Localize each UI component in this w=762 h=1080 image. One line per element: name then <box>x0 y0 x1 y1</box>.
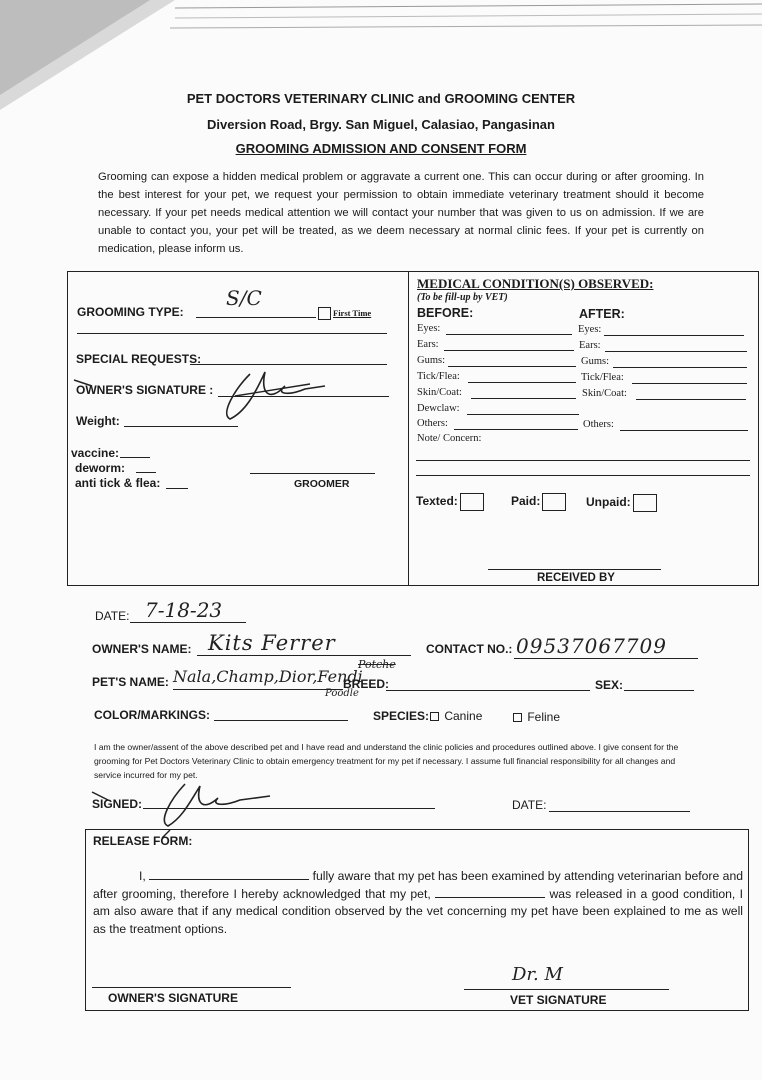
received-by-line <box>488 569 661 570</box>
contact-line <box>514 658 698 659</box>
vaccine-label: vaccine: <box>71 446 120 460</box>
sex-label: SEX: <box>595 678 624 692</box>
after-ears-label: Ears: <box>579 340 601 351</box>
after-skincoat-line <box>636 399 746 400</box>
unpaid-label: Unpaid: <box>586 495 631 510</box>
clinic-address: Diversion Road, Brgy. San Miguel, Calasiao, Pangasinan <box>207 117 555 132</box>
pets-name-line <box>173 689 343 690</box>
vet-signature-line <box>464 989 669 990</box>
breed-value-1[interactable]: Potche <box>358 658 396 671</box>
paid-option[interactable] <box>511 493 566 511</box>
after-label: AFTER: <box>579 307 625 321</box>
before-dewclaw-label: Dewclaw: <box>417 403 460 414</box>
color-markings-label: COLOR/MARKINGS: <box>94 708 210 722</box>
release-owner-blank[interactable] <box>149 869 309 880</box>
release-owner-signature-label: OWNER'S SIGNATURE <box>108 991 238 1005</box>
vet-signature-value[interactable]: Dr. M <box>512 964 563 985</box>
column-divider <box>408 272 409 585</box>
release-paragraph <box>93 868 743 938</box>
species-feline-label: Feline <box>527 710 561 724</box>
before-gums-label: Gums: <box>417 355 446 366</box>
texted-checkbox[interactable] <box>460 493 484 511</box>
breed-line <box>386 690 590 691</box>
release-owner-signature-line <box>92 987 291 988</box>
before-eyes-line <box>446 334 572 335</box>
breed-value-2[interactable]: Poodle <box>325 688 359 699</box>
note-line-1 <box>416 460 750 461</box>
before-ears-label: Ears: <box>417 339 439 350</box>
note-label: Note/ Concern: <box>417 433 482 444</box>
release-text-end: was released in a good condition, I am also aware that if any medical condition observed by the vet concerning my pet have been explained to me as well as the treatment options. <box>93 886 744 936</box>
before-others-line <box>454 429 578 430</box>
species-label: SPECIES: <box>373 709 430 723</box>
anti-tick-label: anti tick & flea: <box>75 476 161 490</box>
deworm-line <box>136 472 156 473</box>
grooming-type-value[interactable]: S/C <box>226 286 262 310</box>
received-by-label: RECEIVED BY <box>537 572 615 584</box>
note-line-2 <box>416 475 750 476</box>
date-value[interactable]: 7-18-23 <box>145 598 223 622</box>
grooming-type-line <box>196 317 316 318</box>
before-gums-line <box>448 366 576 367</box>
before-skincoat-line <box>471 398 576 399</box>
before-skincoat-label: Skin/Coat: <box>417 387 462 398</box>
pets-name-value[interactable]: Nala,Champ,Dior,Fendi <box>173 667 363 686</box>
after-others-line <box>620 430 748 431</box>
breed-label: BREED: <box>343 677 390 691</box>
paid-checkbox[interactable] <box>542 493 566 511</box>
after-others-label: Others: <box>583 419 614 430</box>
special-requests-label: SPECIAL REQUESTS: <box>76 352 202 366</box>
unpaid-option[interactable] <box>586 494 657 512</box>
species-feline-option[interactable] <box>513 710 560 724</box>
date-line <box>130 622 246 623</box>
owner-name-label: OWNER'S NAME: <box>92 642 192 656</box>
contact-label: CONTACT NO.: <box>426 642 513 656</box>
weight-label: Weight: <box>76 414 120 428</box>
before-tickflea-line <box>468 382 576 383</box>
texted-label: Texted: <box>416 494 458 509</box>
pets-name-label: PET'S NAME: <box>92 675 169 689</box>
owner-name-line <box>197 655 411 656</box>
first-time-checkbox[interactable] <box>318 307 331 320</box>
owner-name-value[interactable]: Kits Ferrer <box>208 631 336 655</box>
medical-subtitle: (To be fill-up by VET) <box>417 292 508 303</box>
before-ears-line <box>444 350 574 351</box>
groomer-line <box>250 473 375 474</box>
release-title: RELEASE FORM: <box>93 834 193 848</box>
release-pet-blank[interactable] <box>435 887 545 898</box>
first-time-label: First Time <box>333 307 372 318</box>
consent-text: I am the owner/assent of the above described pet and I have read and understand the clinic policies and procedures outlined above. I give consent for the grooming for Pet Doctors Veterinary Clinic to obtain emergency treatment for my pet if necessary. I assume full financial responsibility for all changes and service incurred for my pet. <box>94 742 679 780</box>
color-markings-line <box>214 720 348 721</box>
grooming-type-label: GROOMING TYPE: <box>77 305 184 319</box>
species-canine-checkbox[interactable] <box>430 712 439 721</box>
after-gums-line <box>613 367 747 368</box>
medical-title: MEDICAL CONDITION(S) OBSERVED: <box>417 276 654 291</box>
release-text-mid: fully aware that my pet has been examined by attending veterinarian before and after grooming, therefore I hereby acknowledged that my pet, <box>93 869 743 901</box>
vaccine-line <box>120 457 150 458</box>
after-skincoat-label: Skin/Coat: <box>582 388 627 399</box>
consent-date-line <box>549 811 690 812</box>
sex-line <box>624 690 694 691</box>
weight-line <box>124 426 238 427</box>
signed-label: SIGNED: <box>92 797 143 811</box>
unpaid-checkbox[interactable] <box>633 494 657 512</box>
paid-label: Paid: <box>511 494 541 509</box>
after-tickflea-line <box>632 383 747 384</box>
species-canine-option[interactable] <box>430 709 482 723</box>
texted-option[interactable] <box>416 493 484 511</box>
before-eyes-label: Eyes: <box>417 323 441 334</box>
page-curl-decoration <box>0 0 762 130</box>
before-others-label: Others: <box>417 418 448 429</box>
groomer-label: GROOMER <box>294 478 350 490</box>
species-canine-label: Canine <box>444 709 483 723</box>
grooming-extra-line <box>77 333 387 334</box>
form-title: GROOMING ADMISSION AND CONSENT FORM <box>235 141 527 156</box>
contact-value[interactable]: 09537067709 <box>516 634 667 658</box>
first-time-option[interactable] <box>318 307 371 320</box>
before-dewclaw-line <box>467 414 579 415</box>
release-text-start: I, <box>139 869 146 883</box>
before-tickflea-label: Tick/Flea: <box>417 371 460 382</box>
clinic-name: PET DOCTORS VETERINARY CLINIC and GROOMING CENTER <box>186 91 576 106</box>
anti-tick-line <box>166 488 188 489</box>
vet-signature-label: VET SIGNATURE <box>510 993 607 1007</box>
after-ears-line <box>605 351 747 352</box>
consent-date-label: DATE: <box>512 798 547 812</box>
after-eyes-line <box>604 335 744 336</box>
after-gums-label: Gums: <box>581 356 610 367</box>
intro-paragraph: Grooming can expose a hidden medical problem or aggravate a current one. This can occur during or after grooming. In the best interest for your pet, we request your permission to obtain immediate veterinary treatment should it become necessary. If your pet needs medical attention we will contact your number that was given to us on admission. If we are unable to contact you, your pet will be treated, as we deem necessary at normal clinic fees. If your pet is currently on medication, please inform us. <box>98 171 704 255</box>
after-tickflea-label: Tick/Flea: <box>581 372 624 383</box>
date-label: DATE: <box>95 609 130 623</box>
before-label: BEFORE: <box>417 306 474 320</box>
owner-signature-label: OWNER'S SIGNATURE : <box>76 383 214 397</box>
after-eyes-label: Eyes: <box>578 324 602 335</box>
species-feline-checkbox[interactable] <box>513 713 522 722</box>
deworm-label: deworm: <box>75 461 126 475</box>
